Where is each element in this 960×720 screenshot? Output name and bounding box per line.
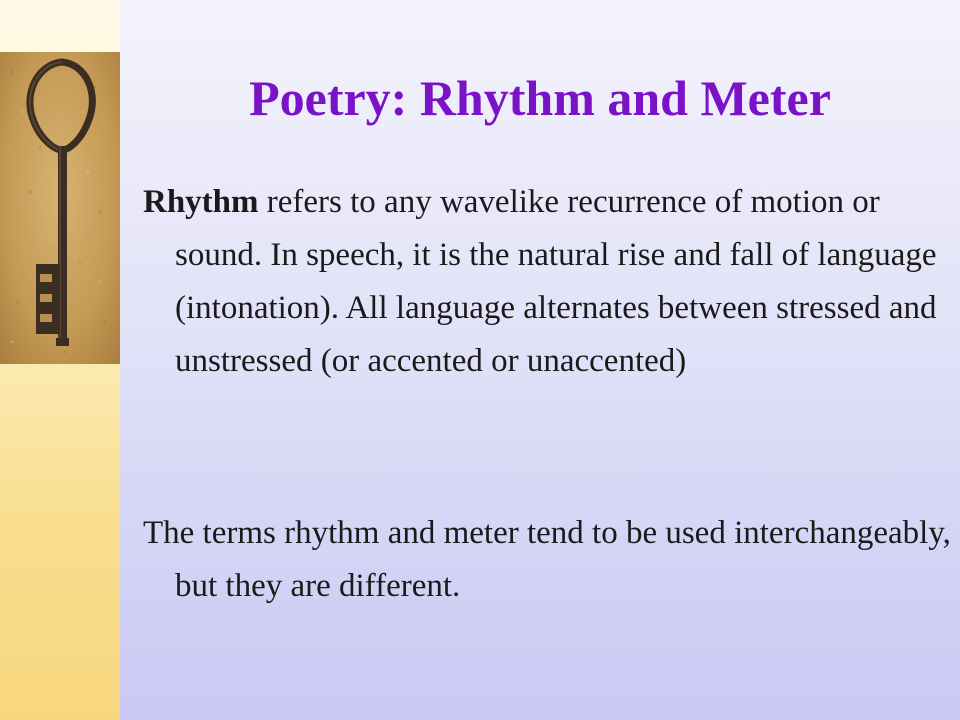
skeleton-key-icon	[0, 52, 120, 364]
slide-title: Poetry: Rhythm and Meter	[249, 70, 831, 126]
rhythm-meter-comparison-paragraph	[143, 507, 960, 613]
paragraph-text: refers to any wavelike recurrence of motion or sound. In speech, it is the natural rise and fall of language (intonation). All language alternates between stressed and unstressed (or accented or unaccented)	[175, 184, 937, 379]
paragraph-lead-term: Rhythm	[143, 184, 259, 220]
paragraph-text: The terms rhythm and meter tend to be used interchangeably, but they are different.	[143, 515, 951, 604]
key-image	[0, 52, 120, 364]
rhythm-definition-paragraph	[143, 176, 960, 388]
